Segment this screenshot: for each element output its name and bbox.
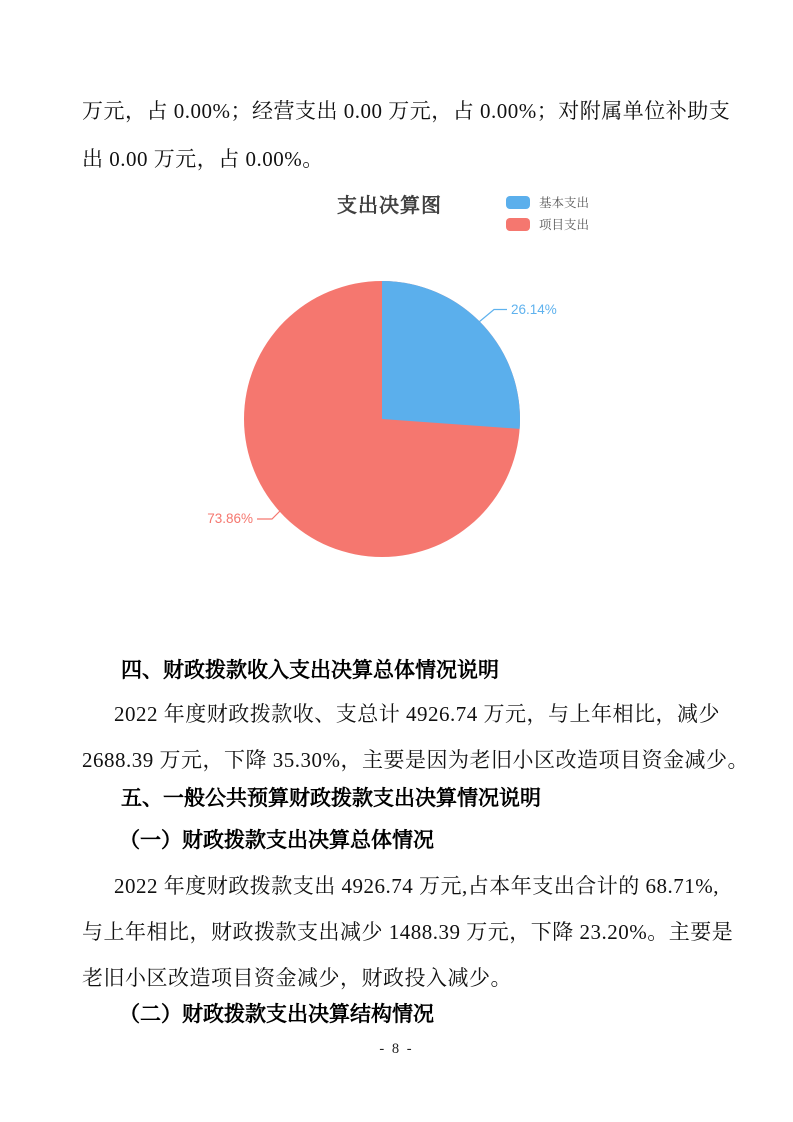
section-5-paragraph-line3: 老旧小区改造项目资金减少，财政投入减少。 [82, 966, 512, 990]
pie-label-project: 73.86% [207, 511, 253, 526]
chart-legend [506, 195, 589, 239]
pie-label-basic: 26.14% [511, 302, 557, 317]
section-5-2-heading: （二）财政拨款支出决算结构情况 [119, 1002, 434, 1026]
section-4-paragraph-line1: 2022 年度财政拨款收、支总计 4926.74 万元，与上年相比，减少 [114, 702, 720, 726]
legend-item-project [506, 217, 589, 231]
legend-swatch-project-icon [506, 218, 530, 231]
legend-item-basic [506, 195, 589, 209]
intro-paragraph-line1: 万元，占 0.00%；经营支出 0.00 万元，占 0.00%；对附属单位补助支 [82, 99, 731, 123]
leader-line-project [257, 510, 282, 520]
section-5-heading: 五、一般公共预算财政拨款支出决算情况说明 [121, 787, 541, 810]
page-number: - 8 - [379, 1041, 414, 1057]
leader-line-basic [480, 310, 507, 322]
section-5-1-heading: （一）财政拨款支出决算总体情况 [119, 828, 434, 852]
section-4-paragraph-line2: 2688.39 万元，下降 35.30%，主要是因为老旧小区改造项目资金减少。 [82, 748, 749, 772]
section-4-heading: 四、财政拨款收入支出决算总体情况说明 [121, 659, 499, 682]
expenditure-pie-chart [185, 270, 585, 570]
legend-swatch-basic-icon [506, 196, 530, 209]
legend-label-project: 项目支出 [539, 218, 590, 232]
chart-title: 支出决算图 [337, 195, 442, 217]
section-5-paragraph-line1: 2022 年度财政拨款支出 4926.74 万元,占本年支出合计的 68.71%, [114, 874, 719, 898]
section-5-paragraph-line2: 与上年相比，财政拨款支出减少 1488.39 万元，下降 23.20%。主要是 [82, 920, 734, 944]
legend-label-basic: 基本支出 [539, 196, 590, 210]
pie-slice-basic [382, 281, 520, 429]
intro-paragraph-line2: 出 0.00 万元，占 0.00%。 [82, 147, 324, 171]
